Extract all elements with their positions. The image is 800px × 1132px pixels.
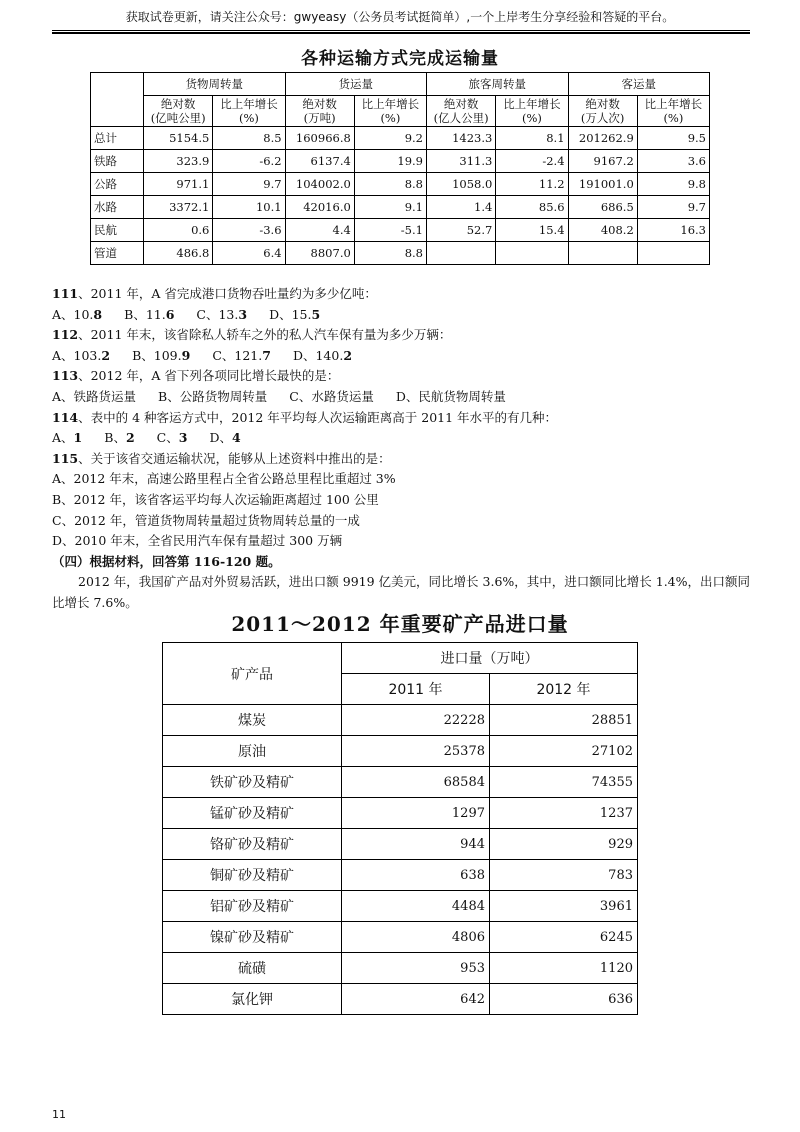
questions-block bbox=[52, 284, 762, 614]
subheader-line: 绝对数 bbox=[302, 97, 337, 111]
mineral-name: 镍矿砂及精矿 bbox=[163, 922, 342, 953]
table-cell: -5.1 bbox=[354, 219, 426, 242]
table1-subheader bbox=[285, 96, 354, 127]
subheader-unit: (%) bbox=[521, 111, 542, 125]
import-2011: 953 bbox=[342, 953, 490, 984]
import-2012: 1237 bbox=[490, 798, 638, 829]
question-text: 、2011 年末，该省除私人轿车之外的私人汽车保有量为多少万辆： bbox=[78, 327, 452, 343]
option-bold-digit: 9 bbox=[181, 347, 191, 363]
table1-subheader bbox=[354, 96, 426, 127]
table1-group-header-row bbox=[91, 73, 710, 96]
import-2011: 68584 bbox=[342, 767, 490, 798]
table-cell: 11.2 bbox=[496, 173, 568, 196]
table-row bbox=[163, 767, 638, 798]
table-cell: 191001.0 bbox=[568, 173, 637, 196]
row-label: 铁路 bbox=[91, 150, 144, 173]
table-row bbox=[163, 736, 638, 767]
import-2012: 6245 bbox=[490, 922, 638, 953]
option-text: 、13. bbox=[205, 306, 239, 322]
table-cell: 8807.0 bbox=[285, 242, 354, 265]
option-text: 、11. bbox=[133, 306, 166, 322]
table-cell: 16.3 bbox=[637, 219, 709, 242]
table-cell: 486.8 bbox=[144, 242, 213, 265]
row-label: 总计 bbox=[91, 127, 144, 150]
import-2012: 28851 bbox=[490, 705, 638, 736]
table-cell: 323.9 bbox=[144, 150, 213, 173]
import-2011: 638 bbox=[342, 860, 490, 891]
option-letter: C bbox=[212, 347, 222, 363]
mineral-name: 硫磺 bbox=[163, 953, 342, 984]
import-2012: 27102 bbox=[490, 736, 638, 767]
import-2011: 25378 bbox=[342, 736, 490, 767]
table-row bbox=[91, 219, 710, 242]
question-text: 、2011 年，A 省完成港口货物吞吐量约为多少亿吨： bbox=[78, 286, 377, 301]
subheader-line: 比上年增长 bbox=[220, 97, 278, 111]
option-letter: A bbox=[52, 347, 62, 363]
option-text: 、民航货物周转量 bbox=[405, 388, 506, 404]
question-114-options bbox=[52, 428, 762, 449]
subheader-line: 绝对数 bbox=[585, 97, 620, 111]
question-number: 115 bbox=[52, 450, 79, 466]
table1-subheader bbox=[213, 96, 285, 127]
question-111-options bbox=[52, 305, 762, 326]
table-cell: 8.8 bbox=[354, 173, 426, 196]
table1-subheader bbox=[496, 96, 568, 127]
question-number: 113 bbox=[52, 368, 79, 384]
table-cell: 9.5 bbox=[637, 127, 709, 150]
mineral-name: 氯化钾 bbox=[163, 984, 342, 1015]
table1-corner-cell bbox=[91, 73, 144, 127]
table2-title: 2011～2012 年重要矿产品进口量 bbox=[231, 612, 569, 636]
option-c bbox=[157, 428, 188, 449]
option-a bbox=[52, 346, 110, 367]
table-cell: 9.8 bbox=[637, 173, 709, 196]
table-cell: 1058.0 bbox=[426, 173, 495, 196]
table2-header-row bbox=[163, 643, 638, 674]
mineral-name: 煤炭 bbox=[163, 705, 342, 736]
table-cell: 8.1 bbox=[496, 127, 568, 150]
option-bold-digit: 8 bbox=[93, 306, 103, 322]
option-d bbox=[396, 387, 506, 408]
table-cell: 52.7 bbox=[426, 219, 495, 242]
table1-body bbox=[91, 127, 710, 265]
option-b bbox=[104, 428, 134, 449]
table-cell: -3.6 bbox=[213, 219, 285, 242]
option-text: 、公路货物周转量 bbox=[167, 388, 268, 404]
table1-subheader bbox=[144, 96, 213, 127]
table-cell bbox=[496, 242, 568, 265]
table-cell: 971.1 bbox=[144, 173, 213, 196]
table1-group-header: 客运量 bbox=[568, 73, 709, 96]
subheader-unit: (亿人公里) bbox=[433, 111, 489, 125]
table2-year-2012: 2012 年 bbox=[490, 674, 638, 705]
table-cell: 1.4 bbox=[426, 196, 495, 219]
question-number: 114 bbox=[52, 409, 79, 425]
import-2012: 636 bbox=[490, 984, 638, 1015]
option-text: 、水路货运量 bbox=[298, 388, 374, 404]
table-cell: 85.6 bbox=[496, 196, 568, 219]
page-header: 获取试卷更新，请关注公众号：gwyeasy（公务员考试挺简单）,一个上岸考生分享经验和答疑的平台。 bbox=[125, 10, 675, 24]
table-cell: 42016.0 bbox=[285, 196, 354, 219]
import-2011: 944 bbox=[342, 829, 490, 860]
subheader-unit: (万人次) bbox=[580, 111, 625, 125]
row-label: 民航 bbox=[91, 219, 144, 242]
option-a bbox=[52, 428, 82, 449]
table-row bbox=[163, 984, 638, 1015]
question-115-option-c: C、2012 年，管道货物周转量超过货物周转总量的一成 bbox=[52, 512, 360, 528]
option-d bbox=[269, 305, 320, 326]
subheader-unit: (%) bbox=[663, 111, 684, 125]
option-letter: D bbox=[395, 388, 406, 404]
option-letter: C bbox=[196, 306, 206, 322]
option-bold-digit: 2 bbox=[101, 347, 111, 363]
table2-group-label: 进口量（万吨） bbox=[342, 643, 638, 674]
option-bold-digit: 2 bbox=[343, 347, 353, 363]
question-114 bbox=[52, 408, 762, 429]
subheader-line: 比上年增长 bbox=[644, 97, 703, 111]
mineral-import-table bbox=[162, 642, 638, 1015]
question-113-options bbox=[52, 387, 762, 408]
table2-body bbox=[163, 705, 638, 1015]
import-2012: 74355 bbox=[490, 767, 638, 798]
option-text: 、109. bbox=[141, 347, 182, 363]
option-d bbox=[209, 428, 240, 449]
table-row bbox=[163, 829, 638, 860]
option-b bbox=[132, 346, 190, 367]
table-cell: 6137.4 bbox=[285, 150, 354, 173]
row-label: 水路 bbox=[91, 196, 144, 219]
subheader-unit: (%) bbox=[239, 111, 259, 125]
option-letter: D bbox=[292, 347, 303, 363]
table-row bbox=[163, 705, 638, 736]
subheader-line: 绝对数 bbox=[443, 97, 479, 111]
table-row bbox=[91, 242, 710, 265]
table-cell: -2.4 bbox=[496, 150, 568, 173]
table-row bbox=[163, 922, 638, 953]
option-text: 、 bbox=[113, 430, 126, 446]
question-115-option-b: B、2012 年，该省客运平均每人次运输距离超过 100 公里 bbox=[52, 491, 379, 507]
mineral-name: 锰矿砂及精矿 bbox=[163, 798, 342, 829]
question-112-options bbox=[52, 346, 762, 367]
table-cell: 9.7 bbox=[637, 196, 709, 219]
table2-year-2011: 2011 年 bbox=[342, 674, 490, 705]
table1-group-header: 货物周转量 bbox=[144, 73, 286, 96]
option-letter: C bbox=[289, 388, 299, 404]
subheader-unit: (亿吨公里) bbox=[150, 111, 206, 125]
import-2011: 22228 bbox=[342, 705, 490, 736]
table-row bbox=[163, 891, 638, 922]
table1-group-header: 货运量 bbox=[285, 73, 426, 96]
table-cell: 9.7 bbox=[213, 173, 285, 196]
option-c bbox=[289, 387, 374, 408]
section-paragraph: 2012 年，我国矿产品对外贸易活跃，进出口额 9919 亿美元，同比增长 3.6%，其中，进口额同比增长 1.4%，出口额同比增长 7.6%。 bbox=[52, 574, 751, 610]
table-row bbox=[91, 127, 710, 150]
option-letter: A bbox=[52, 306, 62, 322]
option-letter: D bbox=[209, 430, 220, 446]
subheader-unit: (%) bbox=[380, 111, 401, 125]
table-cell: 3372.1 bbox=[144, 196, 213, 219]
import-2011: 642 bbox=[342, 984, 490, 1015]
option-b bbox=[124, 305, 174, 326]
table-cell: 104002.0 bbox=[285, 173, 354, 196]
option-letter: C bbox=[156, 430, 167, 446]
subheader-line: 绝对数 bbox=[160, 97, 196, 111]
page-number: 11 bbox=[52, 1108, 66, 1121]
import-2011: 1297 bbox=[342, 798, 490, 829]
row-label: 公路 bbox=[91, 173, 144, 196]
option-d bbox=[293, 346, 352, 367]
question-113 bbox=[52, 366, 762, 387]
option-letter: B bbox=[158, 388, 168, 404]
option-text: 、铁路货运量 bbox=[61, 388, 137, 404]
table-cell: 686.5 bbox=[568, 196, 637, 219]
table-cell: 9167.2 bbox=[568, 150, 637, 173]
table-cell bbox=[426, 242, 495, 265]
table-cell: 9.1 bbox=[354, 196, 426, 219]
option-bold-digit: 4 bbox=[232, 430, 241, 446]
question-number: 112 bbox=[52, 327, 79, 343]
question-115 bbox=[52, 449, 762, 470]
table-cell bbox=[637, 242, 709, 265]
table-cell: 8.8 bbox=[354, 242, 426, 265]
option-text: 、 bbox=[166, 430, 179, 446]
table-cell: 19.9 bbox=[354, 150, 426, 173]
option-text: 、 bbox=[61, 430, 74, 446]
option-letter: A bbox=[52, 388, 62, 404]
table-cell: 1423.3 bbox=[426, 127, 495, 150]
table2-col-label: 矿产品 bbox=[163, 643, 342, 705]
table-row bbox=[163, 953, 638, 984]
table-row bbox=[163, 860, 638, 891]
option-a bbox=[52, 387, 136, 408]
option-b bbox=[158, 387, 267, 408]
mineral-name: 铬矿砂及精矿 bbox=[163, 829, 342, 860]
header-rule bbox=[52, 30, 750, 34]
option-a bbox=[52, 305, 102, 326]
subheader-line: 比上年增长 bbox=[361, 97, 420, 111]
option-text: 、10. bbox=[61, 306, 94, 322]
option-bold-digit: 3 bbox=[178, 430, 188, 446]
option-bold-digit: 2 bbox=[125, 430, 135, 446]
option-letter: B bbox=[132, 347, 142, 363]
table-cell: 5154.5 bbox=[144, 127, 213, 150]
option-bold-digit: 1 bbox=[73, 430, 83, 446]
import-2012: 929 bbox=[490, 829, 638, 860]
table-row bbox=[91, 173, 710, 196]
table-cell: 311.3 bbox=[426, 150, 495, 173]
question-number: 111 bbox=[52, 286, 79, 301]
table-cell: 15.4 bbox=[496, 219, 568, 242]
option-text: 、 bbox=[219, 430, 232, 446]
table-row bbox=[91, 196, 710, 219]
mineral-name: 铝矿砂及精矿 bbox=[163, 891, 342, 922]
question-112 bbox=[52, 325, 762, 346]
option-letter: B bbox=[124, 306, 134, 322]
table-cell: 201262.9 bbox=[568, 127, 637, 150]
mineral-name: 铜矿砂及精矿 bbox=[163, 860, 342, 891]
option-text: 、103. bbox=[61, 347, 102, 363]
option-bold-digit: 7 bbox=[262, 347, 271, 363]
table-row bbox=[163, 798, 638, 829]
table-cell: 160966.8 bbox=[285, 127, 354, 150]
section-heading: （四）根据材料，回答第 116-120 题。 bbox=[52, 553, 281, 569]
option-letter: D bbox=[269, 306, 280, 322]
row-label: 管道 bbox=[91, 242, 144, 265]
table-row bbox=[91, 150, 710, 173]
table1-subheader-row bbox=[91, 96, 710, 127]
option-letter: A bbox=[52, 430, 62, 446]
import-2012: 1120 bbox=[490, 953, 638, 984]
import-2012: 783 bbox=[490, 860, 638, 891]
table-cell: 10.1 bbox=[213, 196, 285, 219]
option-bold-digit: 5 bbox=[311, 306, 321, 322]
mineral-name: 铁矿砂及精矿 bbox=[163, 767, 342, 798]
option-bold-digit: 3 bbox=[238, 306, 248, 322]
table-cell: 0.6 bbox=[144, 219, 213, 242]
question-text: 、2012 年，A 省下列各项同比增长最快的是： bbox=[78, 368, 340, 384]
table-cell: 9.2 bbox=[354, 127, 426, 150]
table1-subheader bbox=[637, 96, 709, 127]
question-text: 、表中的 4 种客运方式中，2012 年平均每人次运输距离高于 2011 年水平的有几种： bbox=[78, 409, 558, 425]
table-cell: 8.5 bbox=[213, 127, 285, 150]
option-c bbox=[196, 305, 247, 326]
question-text: 、关于该省交通运输状况，能够从上述资料中推出的是： bbox=[78, 450, 391, 466]
option-text: 、121. bbox=[221, 347, 263, 363]
table-cell: -6.2 bbox=[213, 150, 285, 173]
table-cell: 408.2 bbox=[568, 219, 637, 242]
table-cell bbox=[568, 242, 637, 265]
table1-group-header: 旅客周转量 bbox=[426, 73, 568, 96]
table-cell: 6.4 bbox=[213, 242, 285, 265]
import-2011: 4806 bbox=[342, 922, 490, 953]
table1-title: 各种运输方式完成运输量 bbox=[301, 49, 499, 69]
option-c bbox=[212, 346, 271, 367]
table-cell: 4.4 bbox=[285, 219, 354, 242]
question-111 bbox=[52, 284, 762, 305]
option-text: 、15. bbox=[279, 306, 312, 322]
mineral-name: 原油 bbox=[163, 736, 342, 767]
import-2011: 4484 bbox=[342, 891, 490, 922]
subheader-unit: (万吨) bbox=[303, 111, 336, 125]
option-letter: B bbox=[104, 430, 114, 446]
table1-subheader bbox=[426, 96, 495, 127]
question-115-option-a: A、2012 年末，高速公路里程占全省公路总里程比重超过 3% bbox=[52, 471, 396, 487]
option-bold-digit: 6 bbox=[165, 306, 175, 322]
import-2012: 3961 bbox=[490, 891, 638, 922]
option-text: 、140. bbox=[302, 347, 344, 363]
subheader-line: 比上年增长 bbox=[503, 97, 561, 111]
transport-table bbox=[90, 72, 710, 265]
question-115-option-d: D、2010 年末，全省民用汽车保有量超过 300 万辆 bbox=[52, 533, 343, 549]
table1-subheader bbox=[568, 96, 637, 127]
table-cell: 3.6 bbox=[637, 150, 709, 173]
